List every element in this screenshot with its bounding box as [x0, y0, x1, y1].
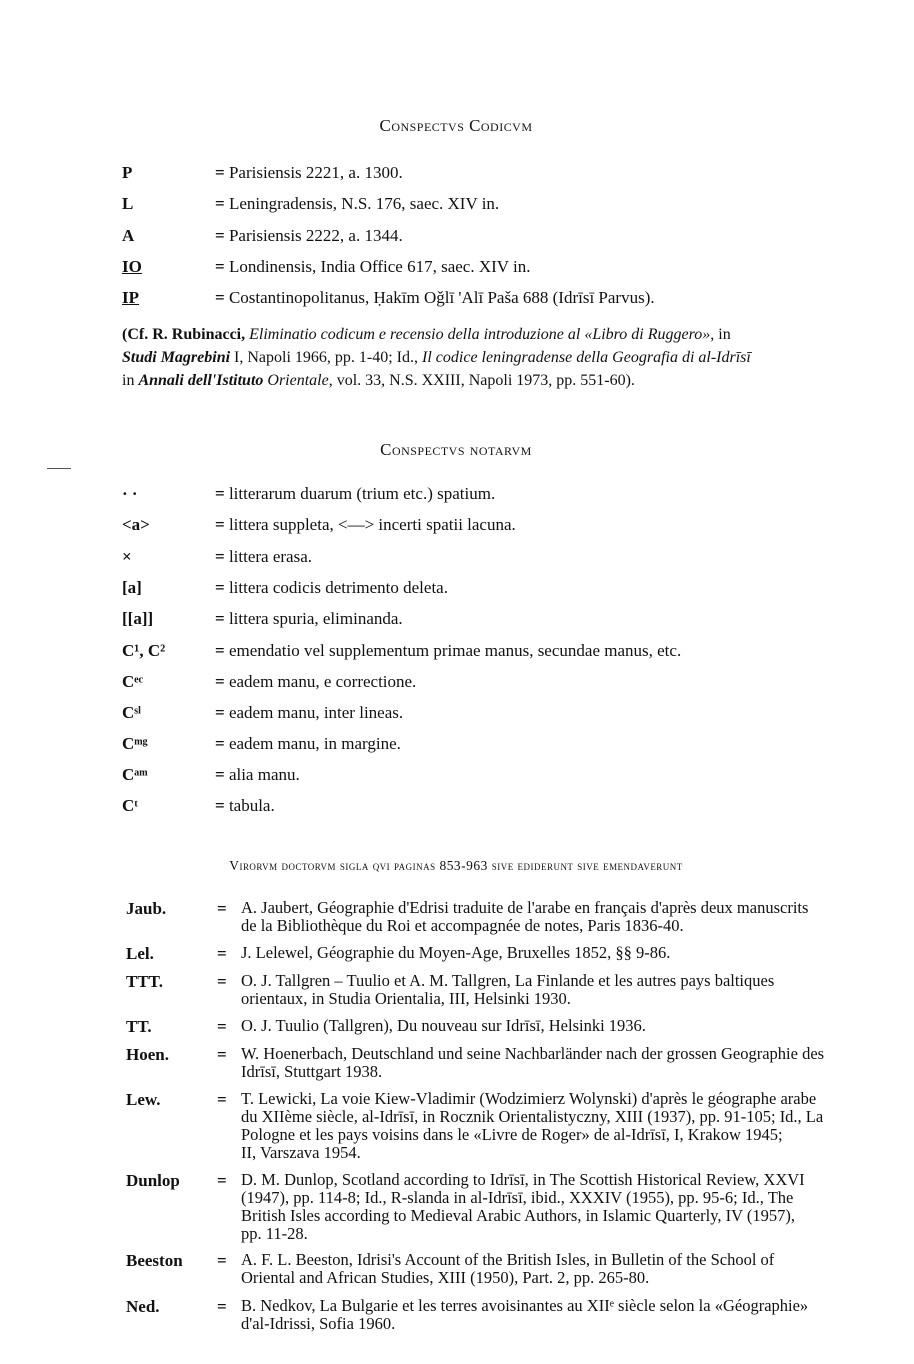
- nota-siglum: [a]: [122, 578, 142, 597]
- codex-siglum: IO: [122, 257, 142, 276]
- vir-reference-line: pp. 11-28.: [241, 1224, 308, 1243]
- vir-reference-line: J. Lelewel, Géographie du Moyen-Age, Bruxelles 1852, §§ 9-86.: [241, 943, 671, 962]
- viri-heading: Virorvm doctorvm sigla qvi paginas 853-963 sive ediderunt sive emendaverunt: [229, 858, 683, 873]
- nota-siglum: Cᵐᵍ: [122, 734, 148, 753]
- codex-description: = Parisiensis 2222, a. 1344.: [215, 226, 403, 245]
- nota-siglum: · ·: [122, 484, 138, 503]
- notae-heading: Conspectvs notarvm: [380, 440, 532, 459]
- vir-reference-line: A. Jaubert, Géographie d'Edrisi traduite de l'arabe en français d'après deux manuscrits: [241, 898, 809, 917]
- vir-reference-line: A. F. L. Beeston, Idrisi's Account of the British Isles, in Bulletin of the School of: [241, 1250, 775, 1269]
- vir-reference-line: d'al-Idrissi, Sofia 1960.: [241, 1314, 396, 1333]
- nota-siglum: C¹, C²: [122, 641, 166, 660]
- nota-siglum: Cᵉᶜ: [122, 672, 144, 691]
- vir-siglum: Hoen.: [126, 1045, 169, 1064]
- codex-siglum: P: [122, 163, 133, 182]
- nota-description: = eadem manu, inter lineas.: [215, 703, 404, 722]
- vir-siglum: Lew.: [126, 1090, 161, 1109]
- nota-siglum: ×: [122, 547, 132, 566]
- vir-reference-line: (1947), pp. 114-8; Id., R-slanda in al-Idrīsī, ibid., XXXIV (1955), pp. 95-6; Id., The: [241, 1188, 794, 1207]
- vir-reference-line: II, Varszava 1954.: [241, 1143, 361, 1162]
- equals-sign: =: [217, 1017, 227, 1036]
- nota-siglum: [[a]]: [122, 609, 154, 628]
- nota-description: = litterarum duarum (trium etc.) spatium.: [215, 484, 496, 503]
- codex-siglum: L: [122, 194, 134, 213]
- vir-siglum: TTT.: [126, 972, 164, 991]
- equals-sign: =: [217, 1171, 227, 1190]
- nota-description: = littera erasa.: [215, 547, 312, 566]
- vir-reference-line: orientaux, in Studia Orientalia, III, Helsinki 1930.: [241, 989, 571, 1008]
- vir-siglum: Ned.: [126, 1297, 160, 1316]
- nota-description: = alia manu.: [215, 765, 300, 784]
- vir-reference-line: O. J. Tallgren – Tuulio et A. M. Tallgren, La Finlande et les autres pays baltiques: [241, 971, 775, 990]
- equals-sign: =: [217, 1297, 227, 1316]
- vir-reference-line: Pologne et les pays voisins dans le «Livre de Roger» de al-Idrīsī, I, Krakow 1945;: [241, 1125, 783, 1144]
- nota-siglum: Cᵃᵐ: [122, 765, 148, 784]
- codex-description: = Londinensis, India Office 617, saec. XIV in.: [215, 257, 531, 276]
- nota-description: = eadem manu, e correctione.: [215, 672, 417, 691]
- nota-description: = littera spuria, eliminanda.: [215, 609, 403, 628]
- equals-sign: =: [217, 972, 227, 991]
- nota-siglum: Cˢˡ: [122, 703, 141, 722]
- codex-description: = Parisiensis 2221, a. 1300.: [215, 163, 403, 182]
- vir-siglum: Lel.: [126, 944, 154, 963]
- margin-mark: [47, 468, 71, 469]
- equals-sign: =: [217, 944, 227, 963]
- vir-reference-line: O. J. Tuulio (Tallgren), Du nouveau sur Idrīsī, Helsinki 1936.: [241, 1016, 646, 1035]
- vir-reference-line: British Isles according to Medieval Arabic Authors, in Islamic Quarterly, IV (1957),: [241, 1206, 795, 1225]
- nota-description: = tabula.: [215, 796, 275, 815]
- codex-siglum: A: [122, 226, 135, 245]
- vir-reference-line: T. Lewicki, La voie Kiew-Vladimir (Wodzimierz Wolynski) d'après le géographe arabe: [241, 1089, 817, 1108]
- vir-siglum: Beeston: [126, 1251, 183, 1270]
- vir-reference-line: Idrīsī, Stuttgart 1938.: [241, 1062, 383, 1081]
- codex-description: = Leningradensis, N.S. 176, saec. XIV in.: [215, 194, 500, 213]
- equals-sign: =: [217, 899, 227, 918]
- vir-reference-line: W. Hoenerbach, Deutschland und seine Nachbarländer nach der grossen Geographie des: [241, 1044, 825, 1063]
- nota-siglum: <a>: [122, 515, 150, 534]
- codex-siglum: IP: [122, 288, 139, 307]
- codex-description: = Costantinopolitanus, Ḥakīm Oǧlī 'Alī Paša 688 (Idrīsī Parvus).: [215, 288, 655, 307]
- equals-sign: =: [217, 1090, 227, 1109]
- nota-description: = emendatio vel supplementum primae manus, secundae manus, etc.: [215, 641, 682, 660]
- nota-siglum: Cᵗ: [122, 796, 138, 815]
- vir-siglum: Jaub.: [126, 899, 167, 918]
- nota-description: = littera codicis detrimento deleta.: [215, 578, 448, 597]
- nota-description: = littera suppleta, <—> incerti spatii lacuna.: [215, 515, 516, 534]
- vir-reference-line: D. M. Dunlop, Scotland according to Idrīsī, in The Scottish Historical Review, XXVI: [241, 1170, 805, 1189]
- codices-heading: Conspectvs Codicvm: [379, 116, 533, 135]
- vir-reference-line: du XIIème siècle, al-Idrīsī, in Rocznik Orientalistyczny, XIII (1937), pp. 91-105; Id., La: [241, 1107, 824, 1126]
- vir-reference-line: B. Nedkov, La Bulgarie et les terres avoisinantes au XIIᵉ siècle selon la «Géographie»: [241, 1296, 809, 1315]
- equals-sign: =: [217, 1251, 227, 1270]
- vir-siglum: Dunlop: [126, 1171, 180, 1190]
- nota-description: = eadem manu, in margine.: [215, 734, 401, 753]
- equals-sign: =: [217, 1045, 227, 1064]
- vir-reference-line: de la Bibliothèque du Roi et accompagnée de notes, Paris 1836-40.: [241, 916, 684, 935]
- vir-siglum: TT.: [126, 1017, 152, 1036]
- vir-reference-line: Oriental and African Studies, XIII (1950), Part. 2, pp. 265-80.: [241, 1268, 650, 1287]
